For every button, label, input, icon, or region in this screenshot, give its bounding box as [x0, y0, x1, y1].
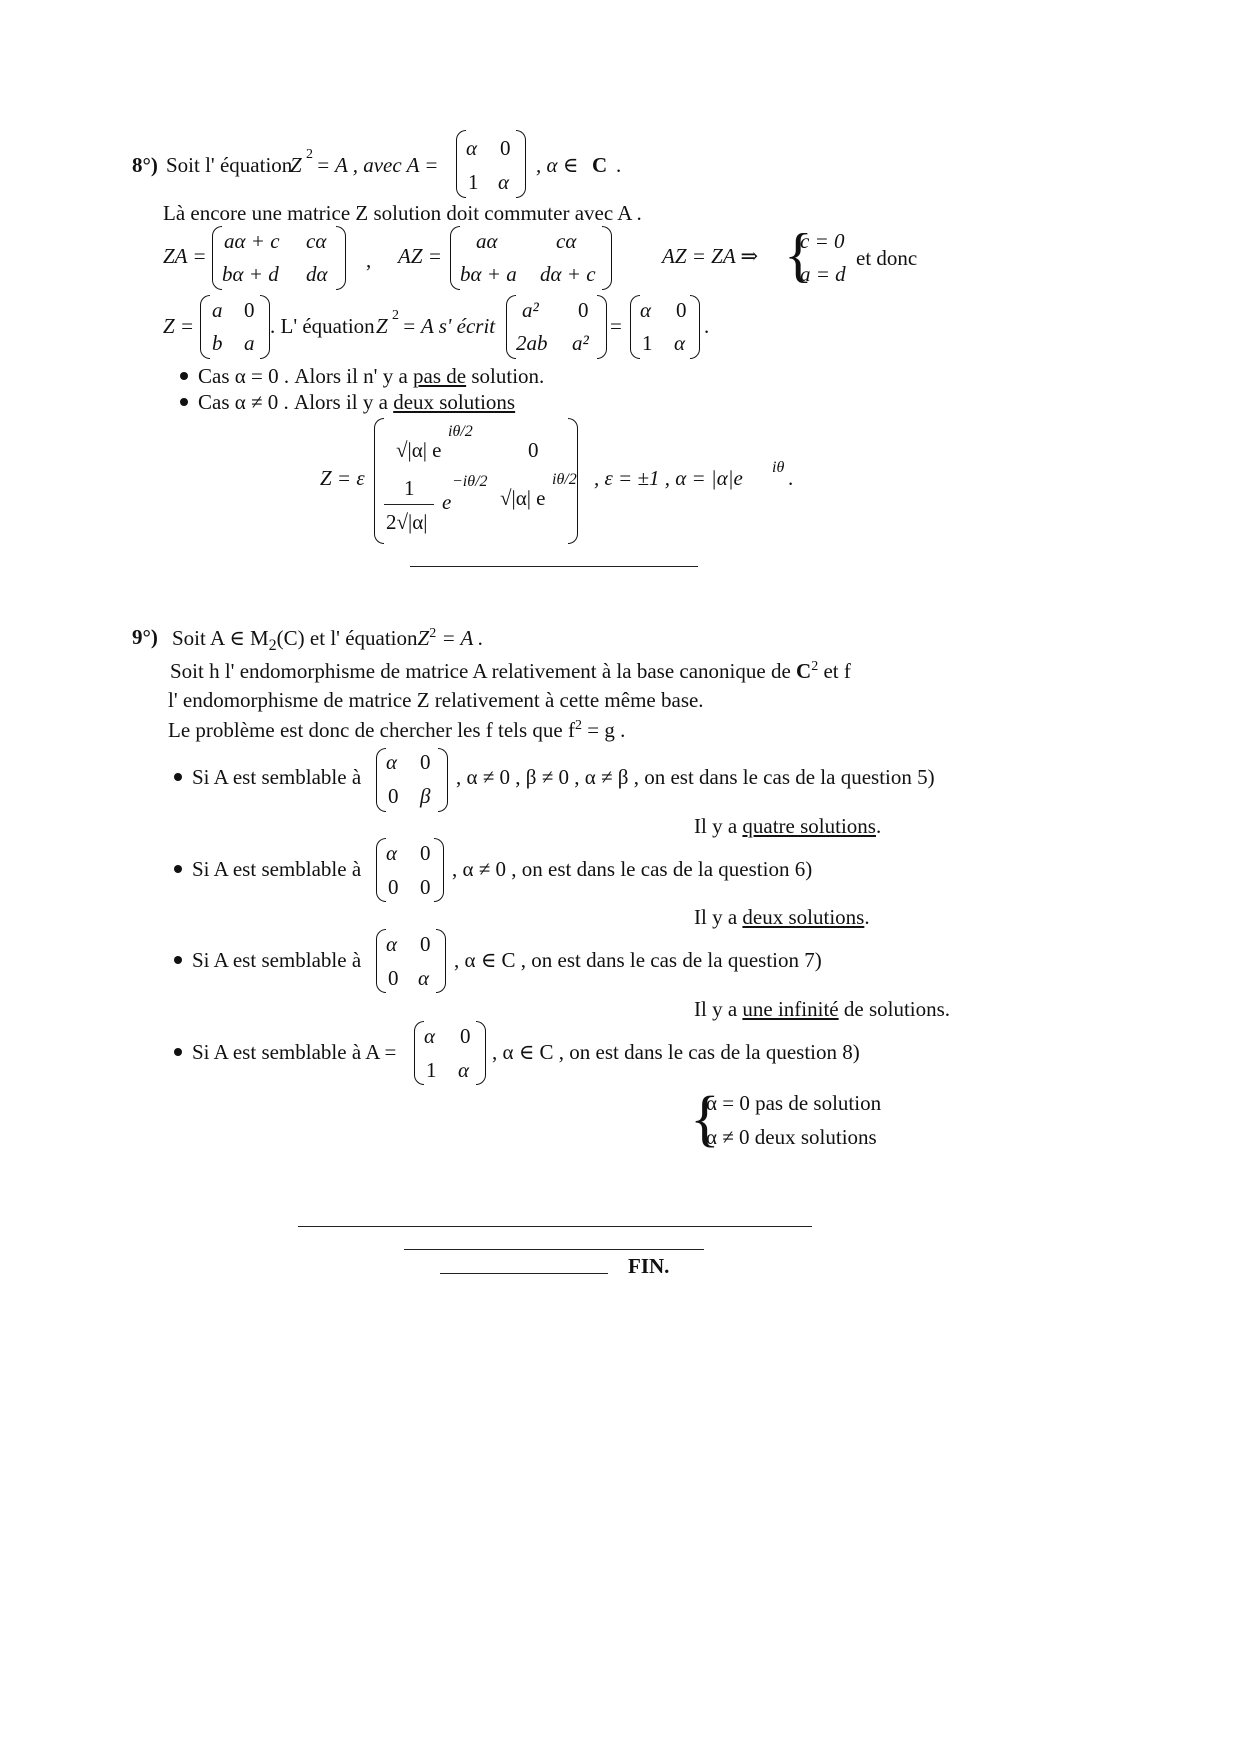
- q8-sol-paren-right: [568, 418, 578, 544]
- q8-za-paren-left: [212, 226, 222, 290]
- q9-final-brace: {: [690, 1085, 720, 1153]
- q8-sol-end: .: [788, 466, 794, 490]
- q8-eq2-sup: 2: [392, 308, 399, 323]
- q8-eq2: . L' équation: [270, 314, 375, 338]
- q9-item3-12: 0: [420, 932, 431, 956]
- q9-item1-post: , α ≠ 0 , β ≠ 0 , α ≠ β , on est dans le cas de la question 5): [456, 765, 935, 789]
- q8-sq-21: 2ab: [516, 331, 548, 355]
- q8-eq-z: Z: [290, 153, 302, 177]
- q9-item2-12: 0: [420, 841, 431, 865]
- q9-item1-paren-left: [376, 748, 386, 812]
- q8-az-21: bα + a: [460, 262, 517, 286]
- q8-za-label: ZA =: [163, 244, 207, 268]
- q9-bullet-2: [174, 865, 182, 873]
- q8-am-11: α: [640, 298, 652, 322]
- q8-eq-rhs: = A , avec A =: [316, 153, 439, 177]
- q8-equals: =: [610, 314, 622, 338]
- q9-item3-paren-left: [376, 929, 386, 993]
- q9-item4-22: α: [458, 1058, 470, 1082]
- q8-eq-sup: 2: [306, 147, 313, 162]
- q8-sol-21-exp: −iθ/2: [452, 473, 488, 490]
- q8-sol-22-exp: iθ/2: [552, 471, 577, 488]
- q8-sol-22: √|α| e: [500, 486, 546, 510]
- q8-dot: .: [616, 153, 622, 177]
- q8-sq-22: a²: [572, 331, 589, 355]
- q8-za-11: aα + c: [224, 229, 280, 253]
- q8-az-paren-left: [450, 226, 460, 290]
- q9-item2-21: 0: [388, 875, 399, 899]
- q8-sol-11: √|α| e: [396, 438, 442, 462]
- q8-a-12: 0: [500, 136, 511, 160]
- q8-z-label: Z =: [163, 314, 195, 338]
- footer-fin: FIN.: [628, 1254, 670, 1278]
- q8-sq-paren-left: [506, 295, 516, 359]
- q9-final-1: α = 0 pas de solution: [706, 1091, 882, 1115]
- q8-am-paren-left: [630, 295, 640, 359]
- q8-sol-11-exp: iθ/2: [448, 423, 473, 440]
- q9-bullet-4: [174, 1048, 182, 1056]
- q8-am-22: α: [674, 331, 686, 355]
- q9-item2-post: , α ≠ 0 , on est dans le cas de la question 6): [452, 857, 813, 881]
- q8-line2: Là encore une matrice Z solution doit commuter avec A .: [163, 201, 642, 225]
- q9-item1-22: β: [420, 784, 431, 808]
- q8-az-11: aα: [476, 229, 498, 253]
- q9-final-2: α ≠ 0 deux solutions: [706, 1125, 877, 1149]
- q8-z-21: b: [212, 331, 223, 355]
- q8-sol-paren-left: [374, 418, 384, 544]
- q8-a-21: 1: [468, 170, 479, 194]
- q9-item2-11: α: [386, 841, 398, 865]
- q8-implies: AZ = ZA ⇒: [662, 244, 759, 268]
- q8-sol-label: Z = ε: [320, 466, 365, 490]
- q9-item3-21: 0: [388, 966, 399, 990]
- q8-comma: ,: [366, 248, 372, 272]
- q8-z-12: 0: [244, 298, 255, 322]
- q9-line1: Soit A ∈ $M_2(C)$ et l' équationZ$^2$ = A .: [172, 626, 484, 654]
- q8-bullet-1: [180, 372, 188, 380]
- q8-za-22: dα: [306, 262, 328, 286]
- q9-bullet-1: [174, 773, 182, 781]
- q9-item3-22: α: [418, 966, 430, 990]
- q9-item3-pre: Si A est semblable à: [192, 948, 362, 972]
- q8-line1: Soit l' équation: [166, 153, 293, 177]
- q9-item3-result: Il y a une infinité de solutions.: [694, 997, 951, 1021]
- q9-line3: l' endomorphisme de matrice Z relativement à cette même base.: [168, 688, 704, 712]
- q9-item1-paren-right: [438, 748, 448, 812]
- q9-item2-result: Il y a deux solutions.: [694, 905, 870, 929]
- q8-a-22: α: [498, 170, 510, 194]
- q8-eq2-z: Z: [376, 314, 388, 338]
- q8-sol-exp: iθ: [772, 459, 785, 476]
- q9-item2-22: 0: [420, 875, 431, 899]
- q9-item1-pre: Si A est semblable à: [192, 765, 362, 789]
- q8-sol-21-den: 2√|α|: [386, 510, 428, 534]
- q9-item2-paren-left: [376, 838, 386, 902]
- q9-item4-12: 0: [460, 1024, 471, 1048]
- q9-item4-post: , α ∈ C , on est dans le cas de la question 8): [492, 1040, 860, 1064]
- q8-case2: Cas α ≠ 0 . Alors il y a deux solutions: [198, 390, 516, 414]
- q9-item3-11: α: [386, 932, 398, 956]
- q8-bullet-2: [180, 398, 188, 406]
- footer-rule-3: [440, 1273, 608, 1274]
- q8-z-11: a: [212, 298, 223, 322]
- footer-rule-1: [298, 1226, 812, 1227]
- q9-item4-paren-left: [414, 1021, 424, 1085]
- q8-complex-c: C: [592, 153, 608, 177]
- q8-za-paren-right: [336, 226, 346, 290]
- q9-item4-11: α: [424, 1024, 436, 1048]
- q9-item4-pre: Si A est semblable à A =: [192, 1040, 397, 1064]
- q8-z-paren-left: [200, 295, 210, 359]
- q8-dot2: .: [704, 314, 710, 338]
- q8-sol-tail: , ε = ±1 , α = |α|e: [594, 466, 743, 490]
- q8-za-12: cα: [306, 229, 327, 253]
- q8-sol-21-e: e: [442, 490, 452, 514]
- q8-am-12: 0: [676, 298, 687, 322]
- q8-az-12: cα: [556, 229, 577, 253]
- q8-separator: [410, 566, 698, 567]
- q8-sys-brace: {: [784, 222, 813, 288]
- q9-item1-12: 0: [420, 750, 431, 774]
- q9-item1-11: α: [386, 750, 398, 774]
- q9-item4-21: 1: [426, 1058, 437, 1082]
- q8-a-paren-left: [456, 130, 466, 198]
- q8-sol-fraction-bar: [384, 504, 434, 505]
- q9-item2-pre: Si A est semblable à: [192, 857, 362, 881]
- q9-number: 9°): [132, 625, 158, 649]
- q8-az-paren-right: [602, 226, 612, 290]
- q9-bullet-3: [174, 956, 182, 964]
- q8-sol-12: 0: [528, 438, 539, 462]
- q8-am-paren-right: [690, 295, 700, 359]
- q9-item3-paren-right: [436, 929, 446, 993]
- q8-number: 8°): [132, 153, 158, 177]
- q8-az-label: AZ =: [398, 244, 442, 268]
- q9-line2: Soit h l' endomorphisme de matrice A relativement à la base canonique de $C^2$ et f: [170, 659, 851, 683]
- q8-sys-2: a = d: [800, 262, 846, 286]
- q8-sq-paren-right: [597, 295, 607, 359]
- q8-sq-11: a²: [522, 298, 539, 322]
- q8-alpha-in: , α ∈: [536, 153, 579, 177]
- q8-a-paren-right: [516, 130, 526, 198]
- footer-rule-2: [404, 1249, 704, 1250]
- q9-item1-result: Il y a quatre solutions.: [694, 814, 882, 838]
- q8-z-paren-right: [260, 295, 270, 359]
- q8-sol-21-num: 1: [404, 476, 415, 500]
- q9-item2-paren-right: [434, 838, 444, 902]
- q8-sys-1: c = 0: [800, 229, 845, 253]
- q8-case1: Cas α = 0 . Alors il n' y a pas de solution.: [198, 364, 545, 388]
- q9-item3-post: , α ∈ C , on est dans le cas de la question 7): [454, 948, 822, 972]
- q9-item1-21: 0: [388, 784, 399, 808]
- q8-a-11: α: [466, 136, 478, 160]
- q9-line4: Le problème est donc de chercher les f tels que $f^2 = g$ .: [168, 718, 626, 742]
- q8-eq2-rhs: = A s' écrit: [402, 314, 496, 338]
- q8-z-22: a: [244, 331, 255, 355]
- q9-item4-paren-right: [476, 1021, 486, 1085]
- q8-am-21: 1: [642, 331, 653, 355]
- q8-sq-12: 0: [578, 298, 589, 322]
- q8-az-22: dα + c: [540, 262, 596, 286]
- q8-za-21: bα + d: [222, 262, 279, 286]
- q8-etdonc: et donc: [856, 246, 918, 270]
